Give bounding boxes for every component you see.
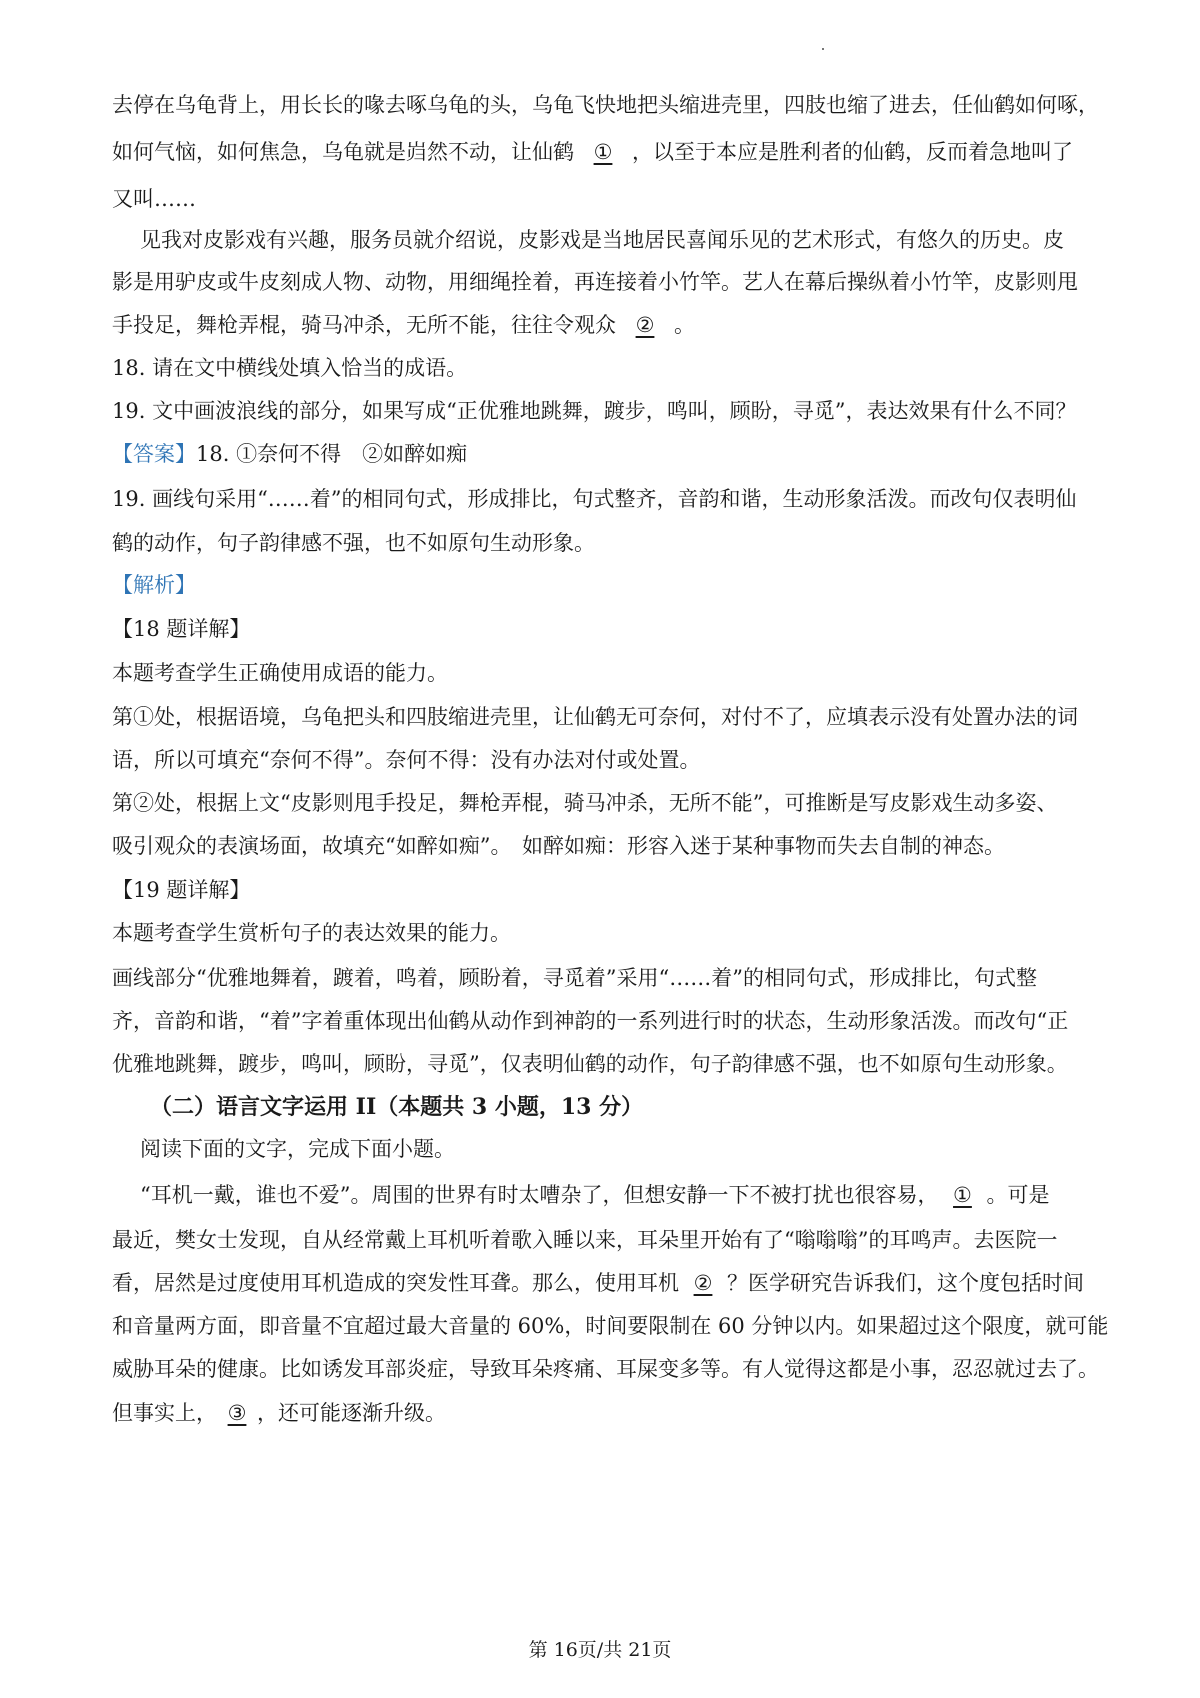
question-18: 18. 请在文中横线处填入恰当的成语。: [112, 356, 468, 380]
section-passage-line-6: 但事实上， ③ ，还可能逐渐升级。: [112, 1398, 446, 1428]
detail-18-line-1: 本题考查学生正确使用成语的能力。: [112, 661, 448, 685]
passage-line-6: 手投足，舞枪弄棍，骑马冲杀，无所不能，往往令观众 ② 。: [112, 310, 695, 340]
detail-18-line-2: 第①处，根据语境，乌龟把头和四肢缩进壳里，让仙鹤无可奈何，对付不了，应填表示没有处置办法的词: [112, 705, 1078, 729]
detail-19-title: 【19 题详解】: [112, 878, 251, 902]
detail-19-line-2: 画线部分“优雅地舞着，踱着，鸣着，顾盼着，寻觅着”采用“……着”的相同句式，形成排比，句式整: [112, 966, 1037, 990]
passage-line-5: 影是用驴皮或牛皮刻成人物、动物，用细绳拴着，再连接着小竹竿。艺人在幕后操纵着小竹竿，皮影则甩: [112, 270, 1078, 294]
detail-18-line-5: 吸引观众的表演场面，故填充“如醉如痴”。 如醉如痴：形容入迷于某种事物而失去自制的神态。: [112, 834, 1005, 858]
answer-tag: 【答案】: [112, 442, 196, 466]
passage-line-2: 如何气恼，如何焦急，乌龟就是岿然不动，让仙鹤 ① ，以至于本应是胜利者的仙鹤，反而着急地叫了: [112, 137, 1073, 167]
section-passage-line-1: “耳机一戴，谁也不爱”。周围的世界有时太嘈杂了，但想安静一下不被打扰也很容易， ① 。可是: [140, 1180, 1049, 1210]
section-passage-line-5: 威胁耳朵的健康。比如诱发耳部炎症，导致耳朵疼痛、耳屎变多等。有人觉得这都是小事，忍忍就过去了。: [112, 1357, 1099, 1381]
section-passage-line-2: 最近，樊女士发现，自从经常戴上耳机听着歌入睡以来，耳朵里开始有了“嗡嗡嗡”的耳鸣声。去医院一: [112, 1228, 1058, 1252]
passage-line-4: 见我对皮影戏有兴趣，服务员就介绍说，皮影戏是当地居民喜闻乐见的艺术形式，有悠久的历史。皮: [140, 228, 1064, 252]
section-passage-line-3: 看，居然是过度使用耳机造成的突发性耳聋。那么，使用耳机 ② ？医学研究告诉我们，这个度包括时间: [112, 1268, 1084, 1298]
answer-18: 【答案】18. ①奈何不得 ②如醉如痴: [112, 442, 468, 466]
analysis-tag: 【解析】: [112, 573, 196, 597]
section-passage-line-4: 和音量两方面，即音量不宜超过最大音量的 60%，时间要限制在 60 分钟以内。如果超过这个限度，就可能: [112, 1314, 1109, 1338]
detail-19-line-1: 本题考查学生赏析句子的表达效果的能力。: [112, 921, 511, 945]
detail-18-title: 【18 题详解】: [112, 617, 251, 641]
section-instruction: 阅读下面的文字，完成下面小题。: [140, 1137, 455, 1161]
answer-19-line-2: 鹤的动作，句子韵律感不强，也不如原句生动形象。: [112, 531, 595, 555]
blank-1: ①: [593, 140, 613, 164]
detail-19-line-3: 齐，音韵和谐，“着”字着重体现出仙鹤从动作到神韵的一系列进行时的状态，生动形象活泼。而改句“正: [112, 1009, 1069, 1033]
answer-19-line-1: 19. 画线句采用“……着”的相同句式，形成排比，句式整齐，音韵和谐，生动形象活泼。而改句仅表明仙: [112, 487, 1077, 511]
section-heading: （二）语言文字运用 II（本题共 3 小题，13 分）: [150, 1094, 644, 1120]
blank-2: ②: [635, 313, 655, 337]
blank-s3: ③: [227, 1401, 247, 1425]
passage-line-1: 去停在乌龟背上，用长长的喙去啄乌龟的头，乌龟飞快地把头缩进壳里，四肢也缩了进去，任仙鹤如何啄，: [112, 93, 1099, 117]
detail-18-line-4: 第②处，根据上文“皮影则甩手投足，舞枪弄棍，骑马冲杀，无所不能”，可推断是写皮影戏生动多姿、: [112, 791, 1058, 815]
question-19: 19. 文中画波浪线的部分，如果写成“正优雅地跳舞，踱步，鸣叫，顾盼，寻觅”，表达效果有什么不同？: [112, 399, 1077, 423]
detail-19-line-4: 优雅地跳舞，踱步，鸣叫，顾盼，寻觅”，仅表明仙鹤的动作，句子韵律感不强，也不如原句生动形象。: [112, 1052, 1068, 1076]
blank-s1: ①: [953, 1183, 972, 1207]
page-number: 第 16页/共 21页: [528, 1639, 672, 1661]
passage-line-3: 又叫……: [112, 187, 196, 211]
blank-s2: ②: [693, 1271, 713, 1295]
detail-18-line-3: 语，所以可填充“奈何不得”。奈何不得：没有办法对付或处置。: [112, 748, 701, 772]
scan-speck: [822, 48, 824, 50]
